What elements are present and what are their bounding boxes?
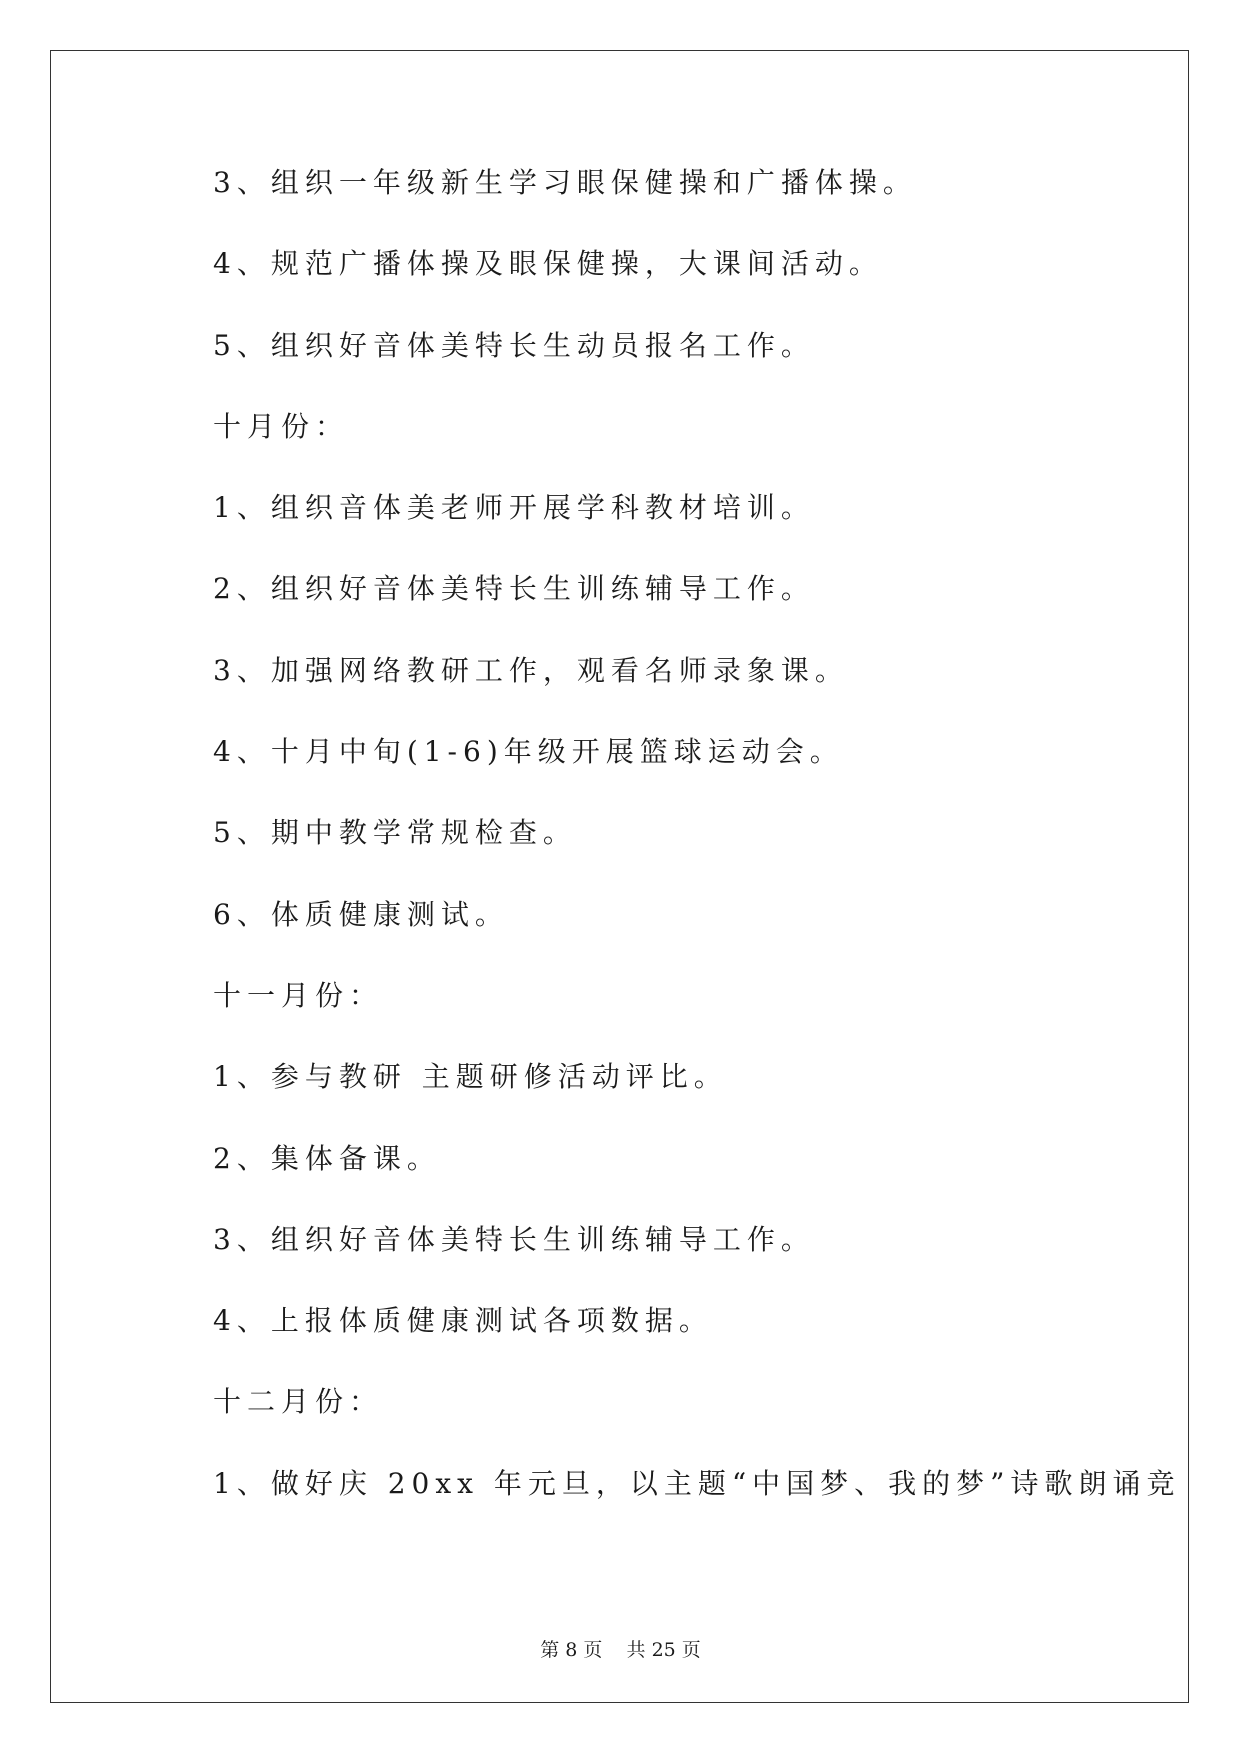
section-heading: 十一月份： <box>213 978 384 1012</box>
text-line: 4、上报体质健康测试各项数据。 <box>213 1304 713 1338</box>
text-line: 6、体质健康测试。 <box>213 897 509 931</box>
text-line: 4、规范广播体操及眼保健操，大课间活动。 <box>213 247 883 281</box>
text-line: 1、做好庆 20xx 年元旦，以主题“中国梦、我的梦”诗歌朗诵竞 <box>213 1466 1181 1500</box>
section-heading: 十月份： <box>213 409 350 443</box>
text-line: 5、期中教学常规检查。 <box>213 816 577 850</box>
text-line: 1、参与教研 主题研修活动评比。 <box>213 1060 728 1094</box>
text-line: 3、组织好音体美特长生训练辅导工作。 <box>213 1222 815 1256</box>
text-line: 2、集体备课。 <box>213 1141 441 1175</box>
text-line: 2、组织好音体美特长生训练辅导工作。 <box>213 572 815 606</box>
page-number: 第 8 页 共 25 页 <box>540 1639 701 1661</box>
text-line: 3、加强网络教研工作，观看名师录象课。 <box>213 653 849 687</box>
text-line: 4、十月中旬(1-6)年级开展篮球运动会。 <box>213 735 844 769</box>
text-line: 1、组织音体美老师开展学科教材培训。 <box>213 491 815 525</box>
document-body <box>213 166 1181 1550</box>
text-line: 3、组织一年级新生学习眼保健操和广播体操。 <box>213 166 917 199</box>
text-line: 5、组织好音体美特长生动员报名工作。 <box>213 328 815 362</box>
section-heading: 十二月份： <box>213 1385 384 1419</box>
